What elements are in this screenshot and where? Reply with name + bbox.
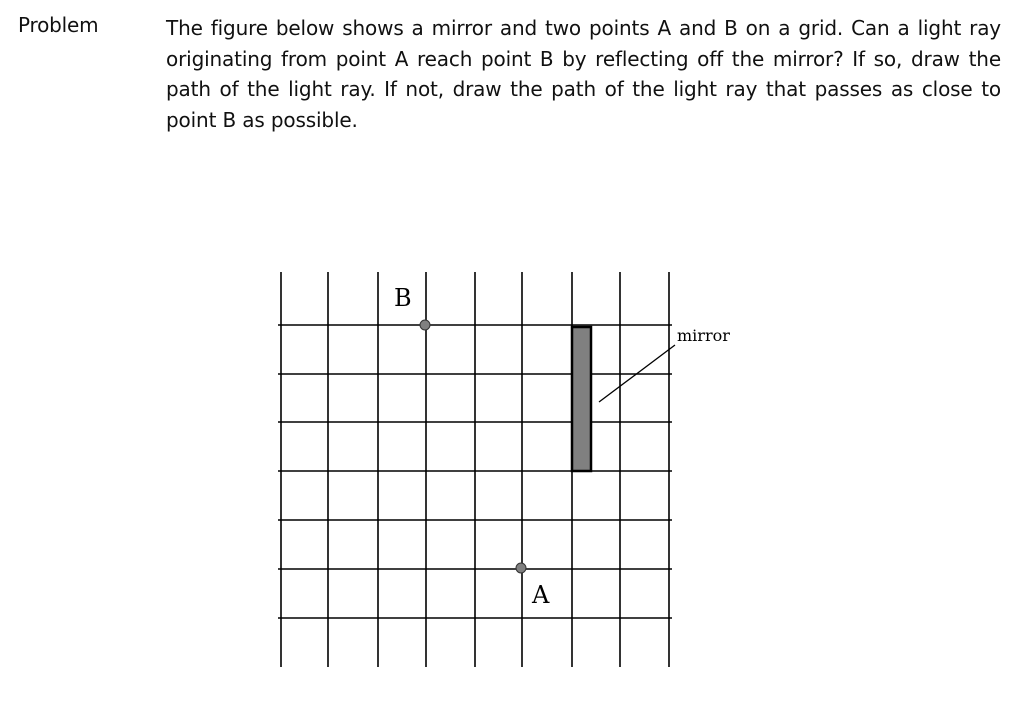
point-b-label: B [394,284,412,312]
point-b [420,320,430,330]
point-a [516,563,526,573]
grid-lines [278,272,672,667]
mirror-label: mirror [677,326,730,345]
problem-statement: The figure below shows a mirror and two points A and B on a grid. Can a light ray originating from point A reach point B by reflecting off the mirror? If so, draw the path of the light ray. If not, draw the path of the light ray that passes as close to point B as possible. [166,16,1001,132]
point-a-label: A [532,581,550,609]
problem-label: Problem [18,13,99,37]
mirror [572,327,591,471]
